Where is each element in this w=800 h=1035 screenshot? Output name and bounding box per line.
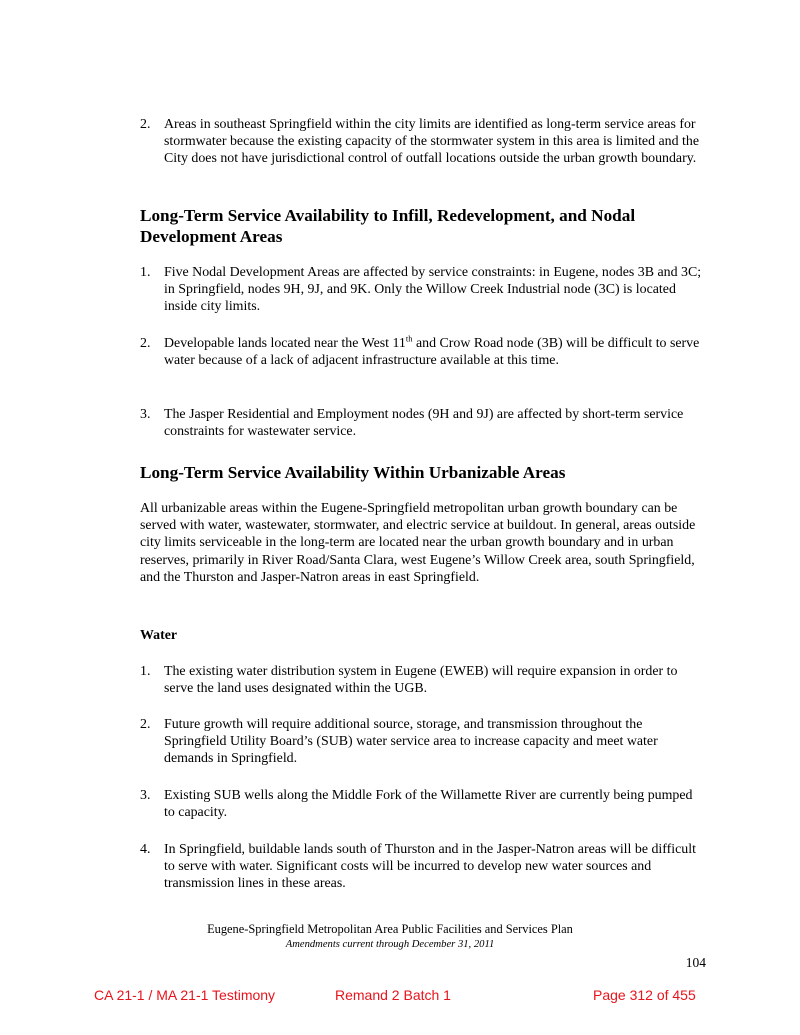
subheading-water: Water: [140, 628, 178, 643]
superscript: th: [405, 333, 413, 344]
body-paragraph: All urbanizable areas within the Eugene-Springfield metropolitan urban growth boundary can be served with water, wastewater, stormwater, and electric service at buildout. In general, areas outside city limits serviceable in the long-term are located near the urban growth boundary and in urban reserves, primarily in River Road/Santa Clara, west Eugene’s Willow Creek area, south Springfield, and the Thurston and Jasper-Natron areas in east Springfield.: [140, 501, 696, 585]
stamp-testimony: CA 21-1 / MA 21-1 Testimony: [94, 987, 276, 1003]
list-number: 3.: [140, 788, 151, 803]
list-text: Five Nodal Development Areas are affected by service constraints: in Eugene, nodes 3B and 3C; in Springfield, nodes 9H, 9J, and 9K. Only the Willow Creek Industrial node (3C) is located inside city limits.: [164, 265, 702, 315]
list-text: Future growth will require additional source, storage, and transmission throughout the Springfield Utility Board’s (SUB) water service area to increase capacity and meet water demands in Springfield.: [164, 717, 658, 767]
list-text: The Jasper Residential and Employment nodes (9H and 9J) are affected by short-term service constraints for wastewater service.: [164, 407, 684, 440]
list-text: [164, 335, 704, 369]
section-heading-infill: Long-Term Service Availability to Infill, Redevelopment, and Nodal Development Areas: [140, 206, 636, 246]
list-number: 1.: [140, 664, 151, 679]
list-number: 2.: [140, 336, 151, 351]
list-text-part: Developable lands located near the West 11: [164, 336, 406, 351]
footer-title: Eugene-Springfield Metropolitan Area Public Facilities and Services Plan: [207, 922, 573, 936]
list-text: Areas in southeast Springfield within the city limits are identified as long-term service areas for stormwater because the existing capacity of the stormwater system in this area is limited and the City does not have jurisdictional control of outfall locations outside the urban growth boundary.: [164, 117, 700, 167]
section-heading-urbanizable: Long-Term Service Availability Within Urbanizable Areas: [140, 463, 566, 482]
list-text: In Springfield, buildable lands south of Thurston and in the Jasper-Natron areas will be difficult to serve with water. Significant costs will be incurred to develop new water sources and transmission lines in these areas.: [164, 842, 696, 892]
list-number: 4.: [140, 842, 151, 857]
list-number: 2.: [140, 117, 151, 132]
footer-amendments: Amendments current through December 31, 2011: [285, 939, 495, 950]
list-text: The existing water distribution system in Eugene (EWEB) will require expansion in order to serve the land uses designated within the UGB.: [164, 664, 678, 697]
list-text-part: and Crow Road node (3B) will be difficult to serve water because of a lack of adjacent infrastructure available at this time.: [164, 336, 700, 369]
page-number: 104: [685, 955, 706, 970]
list-number: 2.: [140, 717, 151, 732]
stamp-page-count: Page 312 of 455: [593, 987, 696, 1003]
list-number: 3.: [140, 407, 151, 422]
list-number: 1.: [140, 265, 151, 280]
list-text: Existing SUB wells along the Middle Fork of the Willamette River are currently being pumped to capacity.: [164, 788, 693, 821]
stamp-batch: Remand 2 Batch 1: [335, 987, 451, 1003]
